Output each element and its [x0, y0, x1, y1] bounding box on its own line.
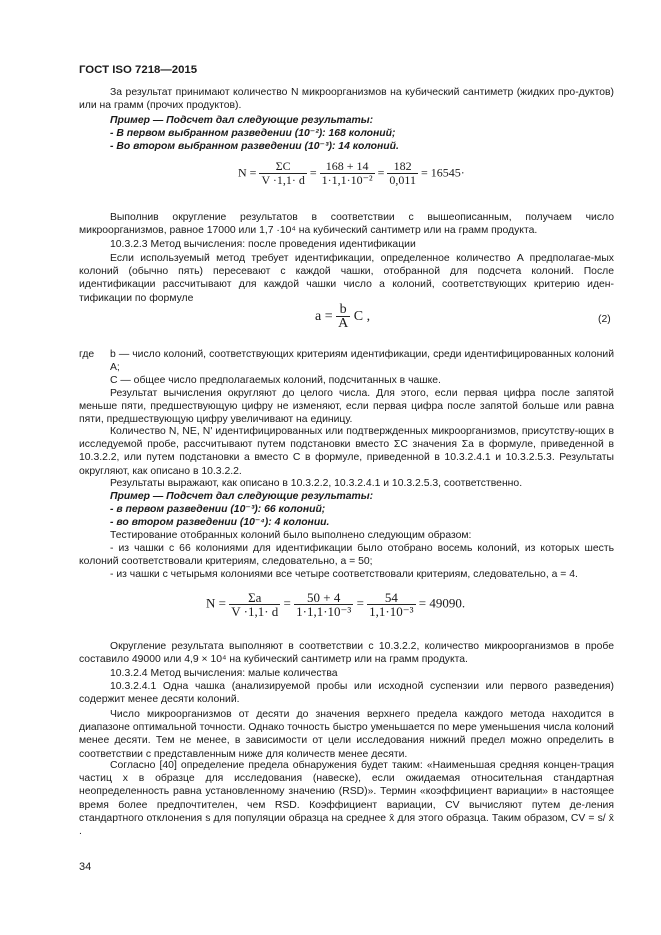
paragraph-accuracy: Число микроорганизмов от десяти до значения верхнего предела каждого метода находится в диапазоне оптимальной точности. Однако точность быстро уменьшается по мере уменьшения числа колоний менее десяти. Тем не менее, в зависимости от цели исследования нижний предел можно определить в соответствии с представленным ниже для количеств менее десяти.	[79, 709, 614, 760]
paragraph-rounding-1: Выполнив округление результатов в соответствии с вышеописанным, получаем число микроорганизмов, равное 17000 или 1,7 ·10⁴ на кубический сантиметр или на грамм продукта.	[79, 212, 614, 237]
example-1	[79, 114, 645, 154]
page-number: 34	[79, 861, 92, 873]
formula-1: N = $\frac{\Sigma C}{V \cdot 1,1\cdot d}$ = $\frac{168 + 14}{\text{1·1,1·10⁻²}}$ = $\frac{182}{0,011}$ = 16545·	[238, 159, 465, 188]
formula-1-num-2: 168 + 14	[320, 160, 375, 174]
paragraph-testing: Тестирование отобранных колоний было выполнено следующим образом:	[110, 530, 472, 541]
formula-1-lhs: N =	[238, 165, 257, 180]
paragraph-rounding-rule: Результат вычисления округляют до целого числа. Для этого, если первая цифра после запятой меньше пяти, предшествующую цифру не изменяют, если первая цифра после запятой больше или равна пяти, предшествующую цифру увеличивают на единицу.	[79, 388, 614, 426]
formula-2-num: b	[336, 303, 350, 317]
formula-3-den-3: 1,1·10⁻³	[369, 604, 414, 620]
where-label: где	[79, 349, 95, 360]
example-2-title: Пример — Подсчет дал следующие результаты:	[110, 491, 374, 502]
formula-3-num-2: 50 + 4	[294, 591, 353, 605]
paragraph-dish-66: - из чашки с 66 колониями для идентификации было отобрано восемь колоний, из которых шесть колоний соответствовали критериям, следовательно, a = 50;	[79, 543, 614, 568]
formula-2	[315, 303, 370, 330]
example-2-line-2: - во втором разведении (10⁻⁴): 4 колонии.	[110, 517, 330, 529]
formula-1-den-3: 0,011	[389, 173, 416, 188]
example-2	[79, 490, 645, 530]
paragraph-identification: Если используемый метод требует идентификации, определенное количество A предполагае-мых колоний (обычно пять) пересевают с каждой чашки, отобранной для подсчета колоний. После идентификации рассчитывают для каждой чашки число a колоний, соответствующих критерию иден-тификации по формуле	[79, 253, 614, 304]
formula-3-den-2: 1·1,1·10⁻³	[296, 604, 352, 620]
formula-3: N = $\frac{\Sigma a}{V \cdot 1,1\cdot d}$ = $\frac{50 + 4}{\text{1·1,1·10⁻³}}$ = $\frac{54}{\text{1,1·10⁻³}}$ = 49090.	[206, 590, 466, 620]
formula-3-num-3: 54	[367, 591, 415, 605]
definition-c: C — общее число предполагаемых колоний, подсчитанных в чашке.	[110, 375, 441, 386]
definition-b: b — число колоний, соответствующих критериям идентификации, среди идентифицированных колоний A;	[110, 349, 614, 374]
section-10-3-2-3: 10.3.2.3 Метод вычисления: после проведения идентификации	[110, 239, 416, 250]
formula-3-num-1: Σa	[229, 591, 280, 605]
paragraph-result-definition: За результат принимают количество N микроорганизмов на кубический сантиметр (жидких про-дуктов) или на грамм (прочих продуктов).	[79, 87, 614, 112]
paragraph-dish-4: - из чашки с четырьмя колониями все четыре соответствовали критериям, следовательно, a = 4.	[110, 569, 578, 580]
formula-2-rhs: C ,	[353, 308, 371, 324]
example-2-line-1: - в первом разведении (10⁻³): 66 колоний;	[110, 504, 326, 516]
formula-3-lhs: N =	[206, 595, 226, 611]
paragraph-count-substitution: Количество N, NE, N' идентифицированных или подтвержденных микроорганизмов, присутству-ющих в исследуемой пробе, рассчитывают путем подстановки вместо ΣC значения Σa в формуле, приведенной в 10.3.2.2, или путем подстановки a вместо C в формуле, приведенной в 10.3.2.4.1 и 10.3.2.5.3. Результаты округляют, как описано в 10.3.2.2.	[79, 426, 614, 477]
example-1-line-1: - В первом выбранном разведении (10⁻²): 168 колоний;	[110, 128, 396, 140]
example-1-line-2: - Во втором выбранном разведении (10⁻³): 14 колоний.	[110, 141, 399, 153]
paragraph-10-3-2-4-1: 10.3.2.4.1 Одна чашка (анализируемой пробы или исходной суспензии или первого разведения) содержит менее десяти колоний.	[79, 681, 614, 706]
paragraph-detection-limit: Согласно [40] определение предела обнаружения будет таким: «Наименьшая средняя концен-трация частиц x в образце для исследования (навеске), если ожидаемая относительная стандартная неопределенность равна установленному значению (RSD)». Термин «коэффициент вариации» в настоящее время более предпочтителен, чем RSD. Коэффициент вариации, CV вычисляют путем де-ления стандартного отклонения s для популяции образца на среднее x̄ для этого образца. Таким образом, CV = s/ x̄ .	[79, 760, 614, 838]
paragraph-rounding-2: Округление результата выполняют в соответствии с 10.3.2.2, количество микроорганизмов в пробе составило 49000 или 4,9 × 10⁴ на кубический сантиметр или на грамм продукта.	[79, 641, 614, 666]
paragraph-results-expression: Результаты выражают, как описано в 10.3.2.2, 10.3.2.4.1 и 10.3.2.5.3, соответственно.	[110, 478, 523, 489]
page-header: ГОСТ ISO 7218—2015	[79, 64, 198, 76]
example-1-title: Пример — Подсчет дал следующие результаты:	[110, 115, 374, 126]
formula-1-num-1: ΣC	[259, 160, 306, 174]
formula-1-rhs: = 16545·	[420, 165, 465, 180]
formula-1-den-2: 1·1,1·10⁻²	[321, 173, 373, 188]
formula-2-den: A	[338, 316, 349, 332]
formula-2-label: (2)	[598, 314, 611, 325]
formula-1-num-3: 182	[387, 160, 418, 174]
formula-2-lhs: a =	[315, 308, 333, 324]
formula-3-rhs: = 49090.	[418, 595, 466, 611]
section-10-3-2-4: 10.3.2.4 Метод вычисления: малые количества	[110, 668, 338, 679]
formula-3-den-1: V ·1,1· d	[231, 604, 279, 620]
formula-1-den-1: V ·1,1· d	[261, 173, 305, 188]
